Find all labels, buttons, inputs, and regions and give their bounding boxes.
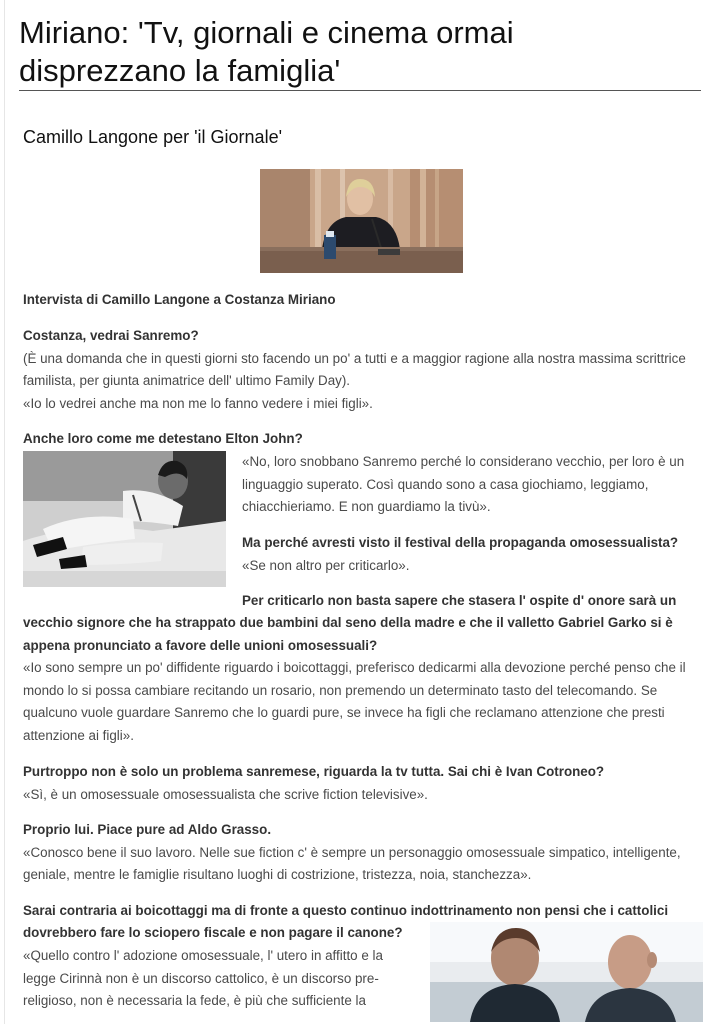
qa-block-5 — [23, 761, 713, 806]
answer-2-line-3: chiacchieriamo. E non guardiamo la tivù». — [242, 499, 491, 514]
title-divider — [19, 90, 701, 91]
page-left-border — [4, 0, 5, 1024]
question-7-line-2: dovrebbero fare lo sciopero fiscale e non pagare il canone? — [23, 925, 403, 940]
question-4-line-1: Per criticarlo non basta sapere che stasera l' ospite d' onore sarà un — [242, 593, 677, 608]
qa-block-6 — [23, 819, 713, 887]
article-byline: Camillo Langone per 'il Giornale' — [23, 127, 283, 147]
question-1: Costanza, vedrai Sanremo? — [23, 328, 199, 343]
answer-3-line-1: «Se non altro per criticarlo». — [242, 557, 410, 573]
answer-2-line-1: «No, loro snobbano Sanremo perché lo considerano vecchio, per loro è un — [242, 454, 685, 469]
qa-block-3 — [242, 532, 702, 577]
answer-4-line-2: mondo lo si possa cambiare recitando un rosario, non premendo un determinato tasto del telecomando. Se — [23, 682, 658, 698]
answer-1-line-2: familista, per giunta animatrice dell' ultimo Family Day). — [23, 373, 351, 388]
answer-4-line-3: qualcuno vuole guardare Sanremo che lo guardi pure, se invece ha figli che reclamano attenzione che presti — [23, 705, 665, 720]
question-4-line-2: vecchio signore che ha strappato due bambini dal seno della madre e che il valletto Gabriel Garko si è — [23, 615, 673, 630]
answer-4-line-4: attenzione ai figli». — [23, 727, 134, 743]
question-7-line-1: Sarai contraria ai boicottaggi ma di fronte a questo continuo indottrinamento non pensi che i cattolici — [23, 903, 669, 918]
answer-1-line-1: (È una domanda che in questi giorni sto facendo un po' a tutti e a maggior ragione alla nostra massima scrittrice — [23, 350, 686, 366]
answer-5-line-1: «Sì, è un omosessuale omosessualista che scrive fiction televisive». — [23, 786, 428, 802]
question-4-line-3: appena pronunciato a favore delle unioni omosessuali? — [23, 637, 378, 653]
answer-7-line-2: legge Cirinnà non è un discorso cattolico, è un discorso pre- — [23, 970, 379, 986]
article-title-line-2: disprezzano la famiglia' — [19, 53, 341, 88]
answer-1-line-3: «Io lo vedrei anche ma non me lo fanno vedere i miei figli». — [23, 395, 373, 411]
answer-7-line-3: religioso, non è necessaria la fede, è più che sufficiente la — [23, 993, 366, 1008]
answer-2-line-2: linguaggio superato. Così quando sono a casa giochiamo, leggiamo, — [242, 476, 649, 492]
photo-reclining-man — [23, 451, 226, 587]
interview-intro: Intervista di Camillo Langone a Costanza Miriano — [23, 292, 336, 307]
photo-two-men — [430, 922, 703, 1022]
answer-7-line-1: «Quello contro l' adozione omosessuale, l' utero in affitto e la — [23, 948, 383, 963]
question-5: Purtroppo non è solo un problema sanremese, riguarda la tv tutta. Sai chi è Ivan Cotroneo? — [23, 764, 605, 779]
photo-costanza-miriano — [260, 169, 463, 273]
answer-2 — [242, 451, 702, 519]
qa-block-4 — [23, 612, 713, 747]
question-3: Ma perché avresti visto il festival della propaganda omosessualista? — [242, 535, 679, 550]
question-2: Anche loro come me detestano Elton John? — [23, 431, 303, 446]
article-title — [19, 14, 709, 90]
article-title-line-1: Miriano: 'Tv, giornali e cinema ormai — [19, 15, 514, 50]
question-6: Proprio lui. Piace pure ad Aldo Grasso. — [23, 822, 272, 837]
answer-4-line-1: «Io sono sempre un po' diffidente riguardo i boicottaggi, preferisco dedicarmi alla devozione perché penso che il — [23, 660, 686, 675]
answer-7 — [23, 945, 423, 1013]
answer-6-line-1: «Conosco bene il suo lavoro. Nelle sue fiction c' è sempre un personaggio omosessuale simpatico, intelligente, — [23, 844, 681, 860]
qa-block-1 — [23, 325, 703, 415]
answer-6-line-2: geniale, mentre le famiglie risultano luoghi di costrizione, tristezza, noia, stanchezza». — [23, 867, 532, 882]
